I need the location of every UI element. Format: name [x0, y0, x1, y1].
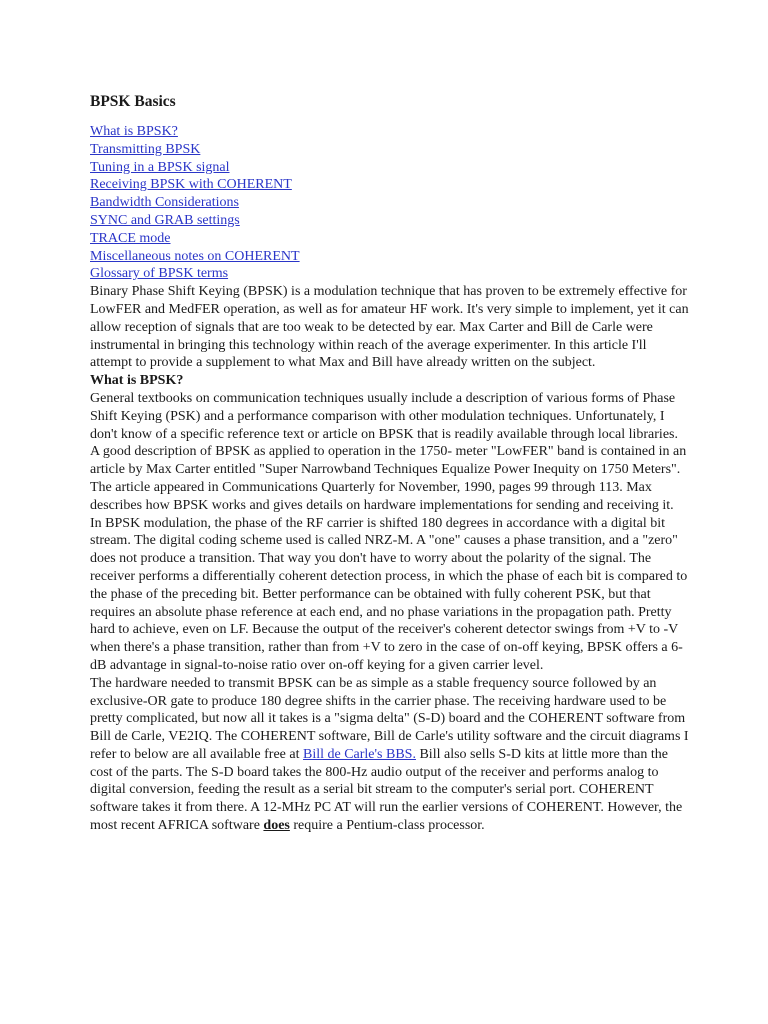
- toc-link-tuning[interactable]: Tuning in a BPSK signal: [90, 159, 230, 175]
- paragraph-text: require a Pentium-class processor.: [289, 818, 485, 834]
- toc-link-sync-grab[interactable]: SYNC and GRAB settings: [90, 212, 240, 228]
- toc-link-what-is-bpsk[interactable]: What is BPSK?: [90, 124, 178, 139]
- toc-link-glossary[interactable]: Glossary of BPSK terms: [90, 266, 229, 282]
- toc-link-bandwidth[interactable]: Bandwidth Considerations: [90, 195, 239, 211]
- toc-link-receiving-coherent[interactable]: Receiving BPSK with COHERENT: [90, 177, 292, 193]
- page-title: BPSK Basics: [90, 93, 176, 110]
- toc-link-transmitting-bpsk[interactable]: Transmitting BPSK: [90, 141, 201, 157]
- bbs-link[interactable]: Bill de Carle's BBS.: [302, 746, 416, 762]
- intro-paragraph: Binary Phase Shift Keying (BPSK) is a modulation technique that has proven to be extremely effective for LowFER and MedFER operation, as well as for amateur HF work. It's very simple to implement, yet it can allow reception of signals that are too weak to be detected by ear. Max Carter and Bill de Carle were instrumental in bringing this technology within reach of the average experimenter. In this article I'll attempt to provide a supplement to what Max and Bill have already written on the subject.: [90, 284, 689, 371]
- emphasis-text: does: [263, 818, 290, 834]
- paragraph-text: Bill also sells S-D kits at little more than the cost of the parts. The S-D board takes the 800-Hz audio output of the receiver and performs analog to digital conversion, feeding the result as a serial bit stream to the computer's serial port. COHERENT software takes it from there. A 12-MHz PC AT will run the earlier versions of COHERENT. However, the most recent AFRICA software: [90, 746, 683, 834]
- toc-link-trace-mode[interactable]: TRACE mode: [90, 230, 171, 246]
- section-heading-what-is-bpsk: What is BPSK?: [90, 373, 184, 389]
- body-paragraph: General textbooks on communication techniques usually include a description of various forms of Phase Shift Keying (PSK) and a performance comparison with other modulation techniques. Unfortunately, I don't know of a specific reference text or article on BPSK that is readily available through local libraries. A good description of BPSK as applied to operation in the 1750- meter "LowFER" band is contained in an article by Max Carter entitled "Super Narrowband Techniques Equalize Power Inequity on 1750 Meters". The article appeared in Communications Quarterly for November, 1990, pages 99 through 113. Max describes how BPSK works and gives details on hardware implementations for sending and receiving it.: [90, 390, 687, 513]
- body-paragraph: [90, 675, 690, 835]
- toc-link-misc-notes[interactable]: Miscellaneous notes on COHERENT: [90, 248, 300, 264]
- body-paragraph: In BPSK modulation, the phase of the RF carrier is shifted 180 degrees in accordance with a digital bit stream. The digital coding scheme used is called NRZ-M. A "one" causes a phase transition, and a "zero" does not produce a transition. That way you don't have to worry about the polarity of the signal. The receiver performs a differentially coherent detection process, in which the phase of each bit is compared to the phase of the preceding bit. Better performance can be obtained with fully coherent PSK, but that requires an absolute phase reference at each end, and no phase variations in the propagation path. Pretty hard to achieve, even on LF. Because the output of the receiver's coherent detector swings from +V to -V when there's a phase transition, rather than from +V to zero in the case of on-off keying, BPSK offers a 6-dB advantage in signal-to-noise ratio over on-off keying for a given carrier level.: [90, 515, 688, 673]
- document: [90, 92, 690, 835]
- paragraph-text: The hardware needed to transmit BPSK can be as simple as a stable frequency source followed by an exclusive-OR gate to produce 180 degree shifts in the carrier phase. The receiving hardware used to be pretty complicated, but now all it takes is a "sigma delta" (S-D) board and the COHERENT software from Bill de Carle, VE2IQ. The COHERENT software, Bill de Carle's utility software and the circuit diagrams I refer to below are all available free at: [90, 675, 689, 762]
- table-of-contents: [90, 123, 690, 283]
